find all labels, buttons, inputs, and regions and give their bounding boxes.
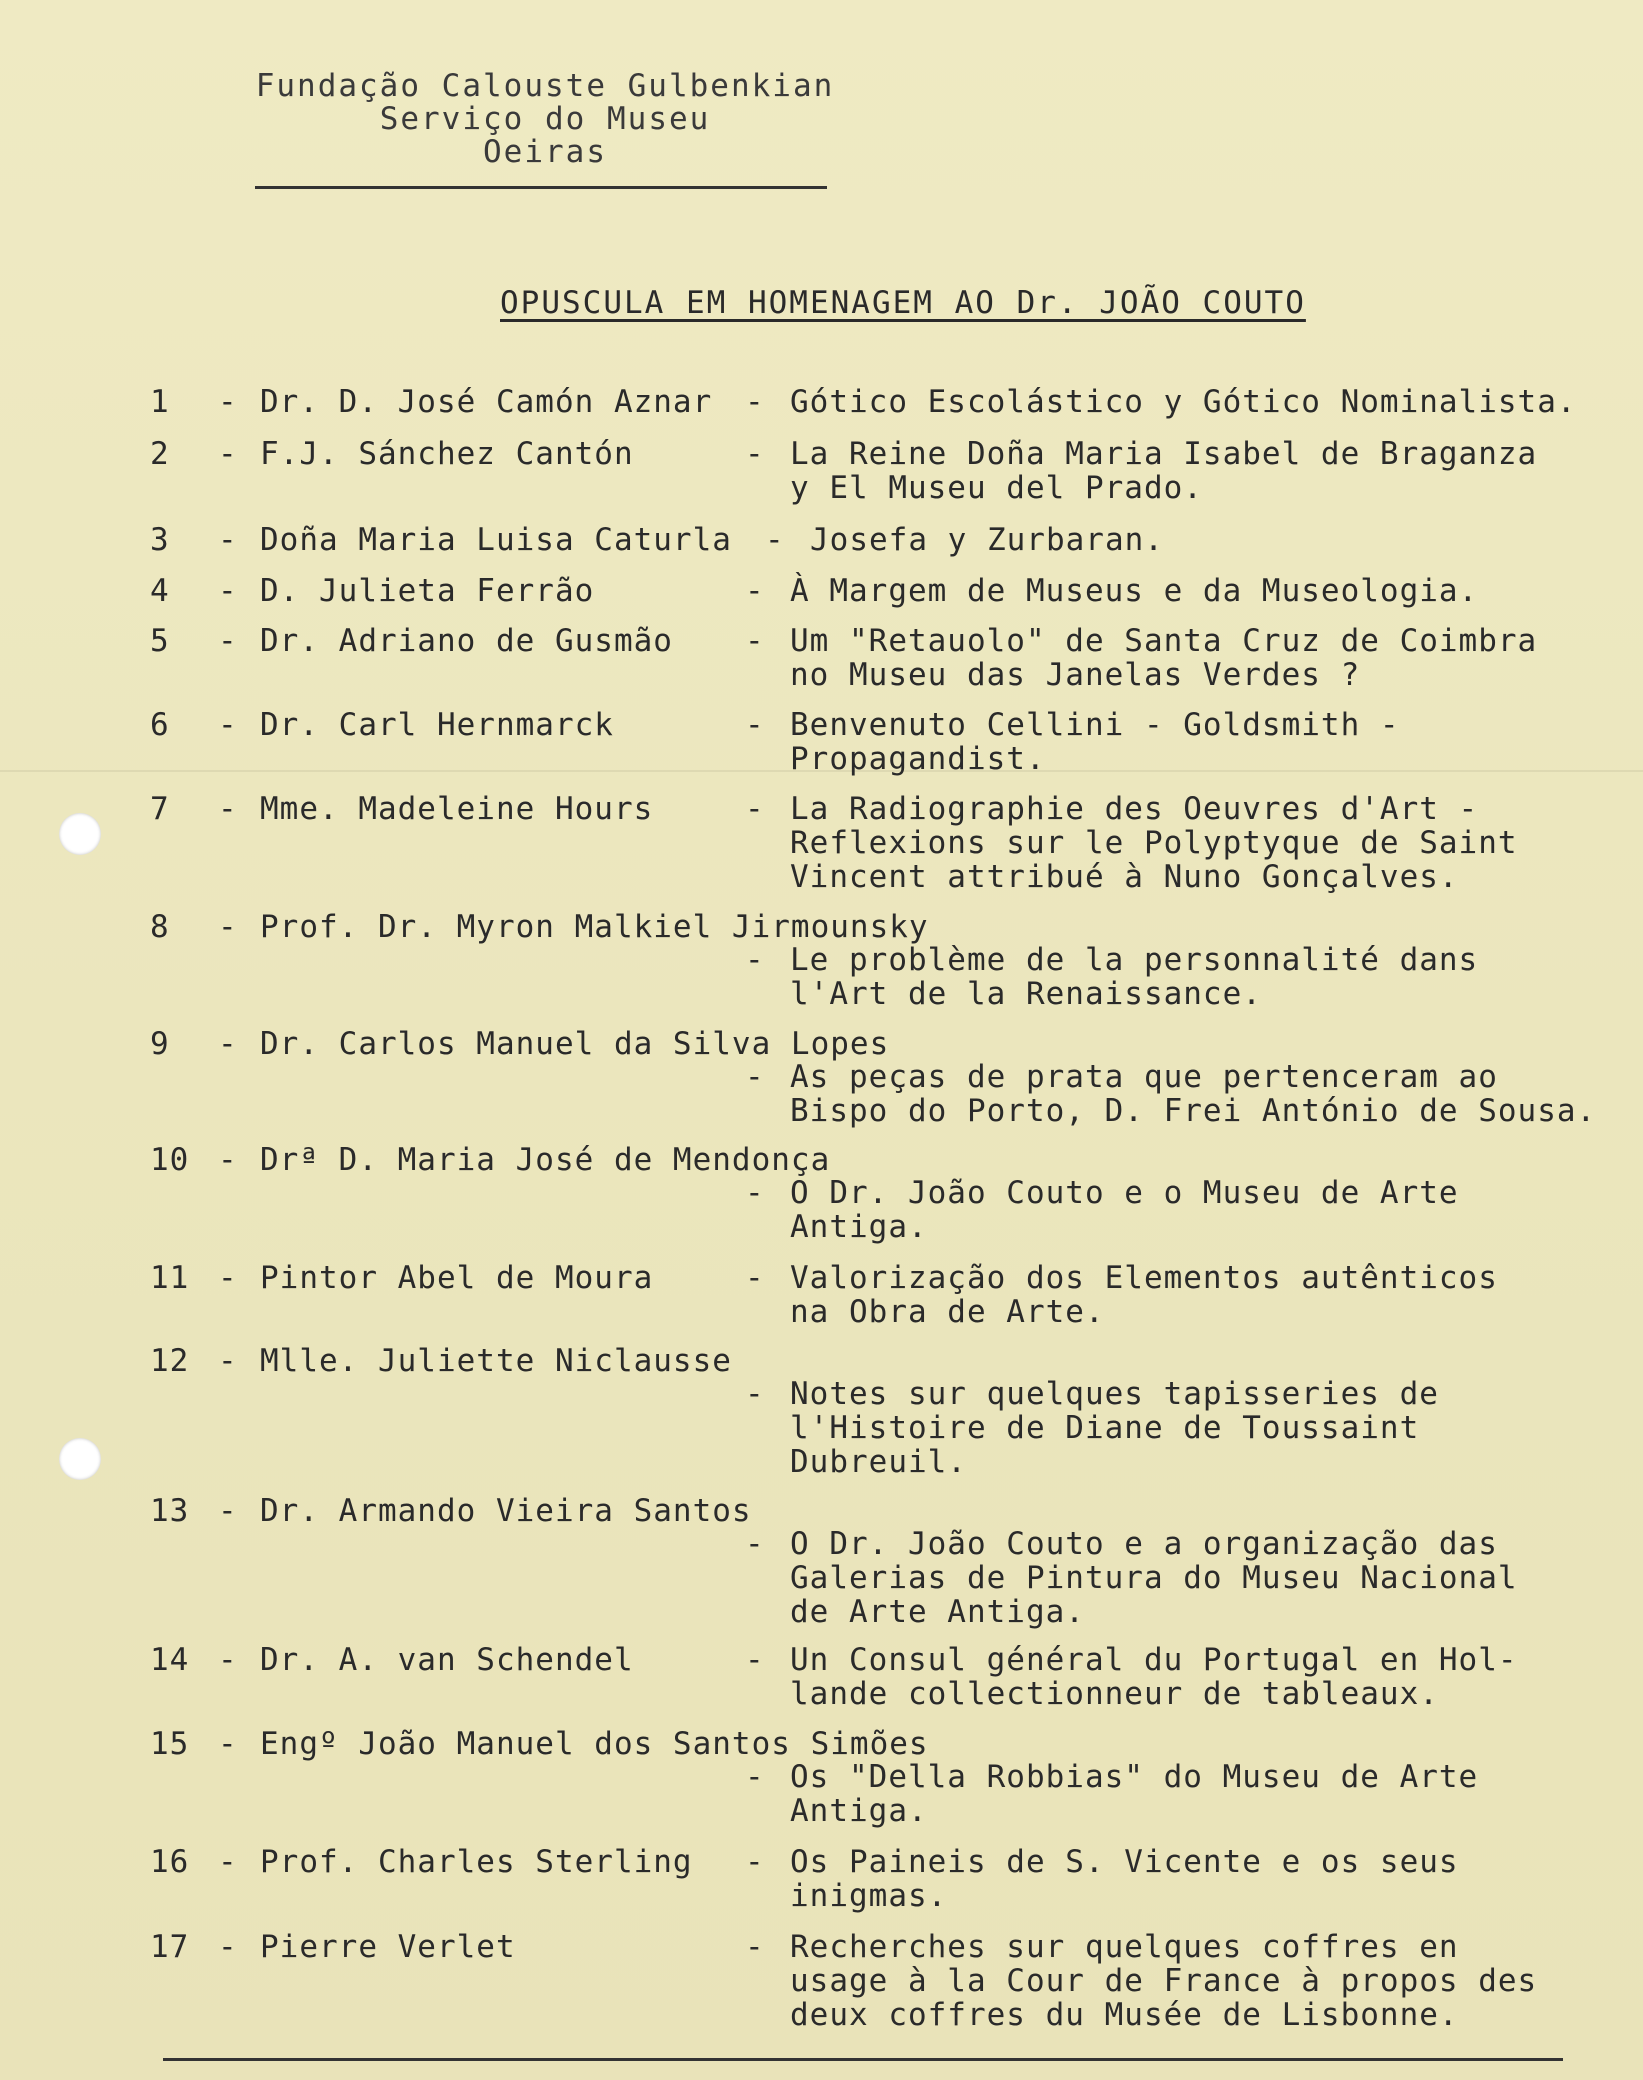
entry-author: Pintor Abel de Moura (260, 1260, 654, 1296)
entry-title-text: Antiga. (790, 1209, 928, 1245)
entry-title-text: deux coffres du Musée de Lisbonne. (790, 1997, 1459, 2033)
entry-dash: - (218, 1726, 238, 1762)
entry-title-line: - Gótico Escolástico y Gótico Nominalista. (745, 384, 1577, 420)
entry-number: 6 (150, 707, 170, 743)
entry-dash: - (218, 1026, 238, 1062)
entry-title (745, 574, 1643, 608)
entry-title-text: no Museu das Janelas Verdes ? (790, 657, 1361, 693)
entry-dash: - (218, 1642, 238, 1678)
entry-title (745, 1261, 1643, 1329)
entry-number: 9 (150, 1026, 170, 1062)
bottom-rule (163, 2058, 1563, 2061)
letterhead-line-2: Serviço do Museu (379, 101, 711, 137)
letterhead-rule (255, 186, 827, 189)
entry-title (745, 1760, 1643, 1828)
entry-title-line (745, 658, 1643, 692)
punch-hole-bottom (59, 1438, 101, 1480)
entry-dash: - (218, 1343, 238, 1379)
entry-title-text: Vincent attribué à Nuno Gonçalves. (790, 859, 1459, 895)
entry-dash: - (218, 623, 238, 659)
entry-number: 5 (150, 623, 170, 659)
entry-number: 17 (150, 1929, 190, 1965)
entry-title-line (745, 742, 1643, 776)
entry-dash: - (218, 1929, 238, 1965)
entry-title-line (745, 471, 1643, 505)
entry-title-text: l'Histoire de Diane de Toussaint (790, 1410, 1420, 1446)
entry-title-text: Josefa y Zurbaran. (810, 522, 1164, 558)
entry-title-text: Propagandist. (790, 741, 1046, 777)
entry-title-line: - Os Paineis de S. Vicente e os seus (745, 1844, 1459, 1880)
letterhead-line-1: Fundação Calouste Gulbenkian (255, 68, 835, 104)
entry-title (745, 1930, 1643, 2032)
entry-number: 15 (150, 1726, 190, 1762)
entry-title-line (745, 1561, 1643, 1595)
entry-author: Dr. A. van Schendel (260, 1642, 634, 1678)
entry-title-line: - As peças de prata que pertenceram ao (745, 1059, 1498, 1095)
entry-dash: - (218, 1493, 238, 1529)
letterhead (250, 70, 840, 169)
entry-title-line (745, 1210, 1643, 1244)
entry-author: Dr. Adriano de Gusmão (260, 623, 673, 659)
entry-title-line: - Recherches sur quelques coffres en (745, 1929, 1459, 1965)
entry-author: Dr. Carl Hernmarck (260, 707, 614, 743)
entry-title-text: Le problème de la personnalité dans (790, 942, 1479, 978)
entry-author: Prof. Charles Sterling (260, 1844, 693, 1880)
entry-dash: - (218, 1142, 238, 1178)
entry-title (745, 624, 1643, 692)
entry-title-text: inigmas. (790, 1878, 948, 1914)
entry-title-text: usage à la Cour de France à propos des (790, 1963, 1538, 1999)
entry-title-text: La Radiographie des Oeuvres d'Art - (790, 791, 1479, 827)
entry-title (745, 1377, 1643, 1479)
entry-number: 3 (150, 522, 170, 558)
entry-number: 2 (150, 436, 170, 472)
entry-title-text: O Dr. João Couto e o Museu de Arte (790, 1175, 1459, 1211)
entry-title-line: - La Reine Doña Maria Isabel de Braganza (745, 436, 1538, 472)
entry-title-text: Os Paineis de S. Vicente e os seus (790, 1844, 1459, 1880)
entry-title-text: O Dr. João Couto e a organização das (790, 1526, 1498, 1562)
entry-title-line (745, 1794, 1643, 1828)
entry-number: 1 (150, 384, 170, 420)
entry-dash: - (218, 791, 238, 827)
entry-title-line (745, 860, 1643, 894)
entry-title-text: y El Museu del Prado. (790, 470, 1203, 506)
entry-title-line (745, 1094, 1643, 1128)
entry-title-text: Bispo do Porto, D. Frei António de Sousa. (790, 1093, 1597, 1129)
entry-title (745, 1643, 1643, 1711)
entry-author: Engº João Manuel dos Santos Simões (260, 1726, 929, 1762)
entry-title (745, 385, 1643, 419)
entry-author: Doña Maria Luisa Caturla (260, 522, 732, 558)
entry-title-line (745, 826, 1643, 860)
entry-dash: - (218, 573, 238, 609)
entry-title (745, 1176, 1643, 1244)
entry-title (745, 1060, 1643, 1128)
entry-number: 14 (150, 1642, 190, 1678)
entry-title-text: Benvenuto Cellini - Goldsmith - (790, 707, 1400, 743)
entry-number: 10 (150, 1142, 190, 1178)
entry-title-line: - Benvenuto Cellini - Goldsmith - (745, 707, 1400, 743)
entry-author: F.J. Sánchez Cantón (260, 436, 634, 472)
entry-title (765, 523, 1643, 557)
entry-author: Dr. Armando Vieira Santos (260, 1493, 752, 1529)
entry-dash: - (218, 436, 238, 472)
entry-title-text: Un Consul général du Portugal en Hol- (790, 1642, 1518, 1678)
entry-number: 7 (150, 791, 170, 827)
entry-title-line: - Os "Della Robbias" do Museu de Arte (745, 1759, 1479, 1795)
entry-title-text: Valorização dos Elementos autênticos (790, 1260, 1498, 1296)
entry-title-text: Reflexions sur le Polyptyque de Saint (790, 825, 1518, 861)
entry-title-text: Antiga. (790, 1793, 928, 1829)
entry-title-text: As peças de prata que pertenceram ao (790, 1059, 1498, 1095)
entry-title-line: - Le problème de la personnalité dans (745, 942, 1479, 978)
entry-number: 12 (150, 1343, 190, 1379)
entry-number: 13 (150, 1493, 190, 1529)
entry-title-line: - Notes sur quelques tapisseries de (745, 1376, 1439, 1412)
entry-title-text: de Arte Antiga. (790, 1594, 1085, 1630)
punch-hole-top (59, 813, 101, 855)
entry-title-line: - La Radiographie des Oeuvres d'Art - (745, 791, 1479, 827)
entry-title-text: na Obra de Arte. (790, 1294, 1105, 1330)
entry-author: Pierre Verlet (260, 1929, 516, 1965)
entry-title (745, 943, 1643, 1011)
entry-dash: - (218, 384, 238, 420)
entry-title-line: - Valorização dos Elementos autênticos (745, 1260, 1498, 1296)
entry-author: Drª D. Maria José de Mendonça (260, 1142, 831, 1178)
entry-title-line (745, 1677, 1643, 1711)
document-title: OPUSCULA EM HOMENAGEM AO Dr. JOÃO COUTO (500, 285, 1306, 321)
entry-title-line (745, 1998, 1643, 2032)
entry-dash: - (218, 522, 238, 558)
entry-dash: - (218, 909, 238, 945)
entry-dash: - (218, 707, 238, 743)
entry-title-line: - Josefa y Zurbaran. (765, 522, 1164, 558)
entry-title-text: À Margem de Museus e da Museologia. (790, 573, 1479, 609)
entry-title-text: La Reine Doña Maria Isabel de Braganza (790, 436, 1538, 472)
entry-title-text: Um "Retauolo" de Santa Cruz de Coimbra (790, 623, 1538, 659)
entry-author: Mlle. Juliette Niclausse (260, 1343, 732, 1379)
entry-title-text: lande collectionneur de tableaux. (790, 1676, 1439, 1712)
entry-title-line: - Un Consul général du Portugal en Hol- (745, 1642, 1518, 1678)
entry-number: 8 (150, 909, 170, 945)
entry-title-text: Dubreuil. (790, 1444, 967, 1480)
entry-title-line: - À Margem de Museus e da Museologia. (745, 573, 1479, 609)
entry-title (745, 437, 1643, 505)
entry-dash: - (218, 1844, 238, 1880)
entry-author: Prof. Dr. Myron Malkiel Jirmounsky (260, 909, 929, 945)
entry-title-line (745, 1445, 1643, 1479)
entry-title-text: Recherches sur quelques coffres en (790, 1929, 1459, 1965)
entry-title (745, 708, 1643, 776)
entry-title-text: Os "Della Robbias" do Museu de Arte (790, 1759, 1479, 1795)
entry-title-line (745, 1964, 1643, 1998)
entry-title (745, 792, 1643, 894)
entry-author: Dr. D. José Camón Aznar (260, 384, 713, 420)
entry-author: D. Julieta Ferrão (260, 573, 595, 609)
entry-title-line (745, 1595, 1643, 1629)
entry-title (745, 1527, 1643, 1629)
letterhead-line-3: Oeiras (483, 134, 607, 170)
entry-number: 4 (150, 573, 170, 609)
entry-author: Mme. Madeleine Hours (260, 791, 654, 827)
entry-title-line (745, 977, 1643, 1011)
entry-title-line: - Um "Retauolo" de Santa Cruz de Coimbra (745, 623, 1538, 659)
entry-title-line: - O Dr. João Couto e o Museu de Arte (745, 1175, 1459, 1211)
entry-title-line (745, 1295, 1643, 1329)
entry-title-text: Galerias de Pintura do Museu Nacional (790, 1560, 1518, 1596)
entry-title-line: - O Dr. João Couto e a organização das (745, 1526, 1498, 1562)
entry-dash: - (218, 1260, 238, 1296)
entry-title-line (745, 1411, 1643, 1445)
entry-title-text: Notes sur quelques tapisseries de (790, 1376, 1439, 1412)
entry-title-line (745, 1879, 1643, 1913)
entry-number: 16 (150, 1844, 190, 1880)
entry-title (745, 1845, 1643, 1913)
entry-author: Dr. Carlos Manuel da Silva Lopes (260, 1026, 890, 1062)
entry-title-text: Gótico Escolástico y Gótico Nominalista. (790, 384, 1577, 420)
entry-number: 11 (150, 1260, 190, 1296)
entry-title-text: l'Art de la Renaissance. (790, 976, 1262, 1012)
